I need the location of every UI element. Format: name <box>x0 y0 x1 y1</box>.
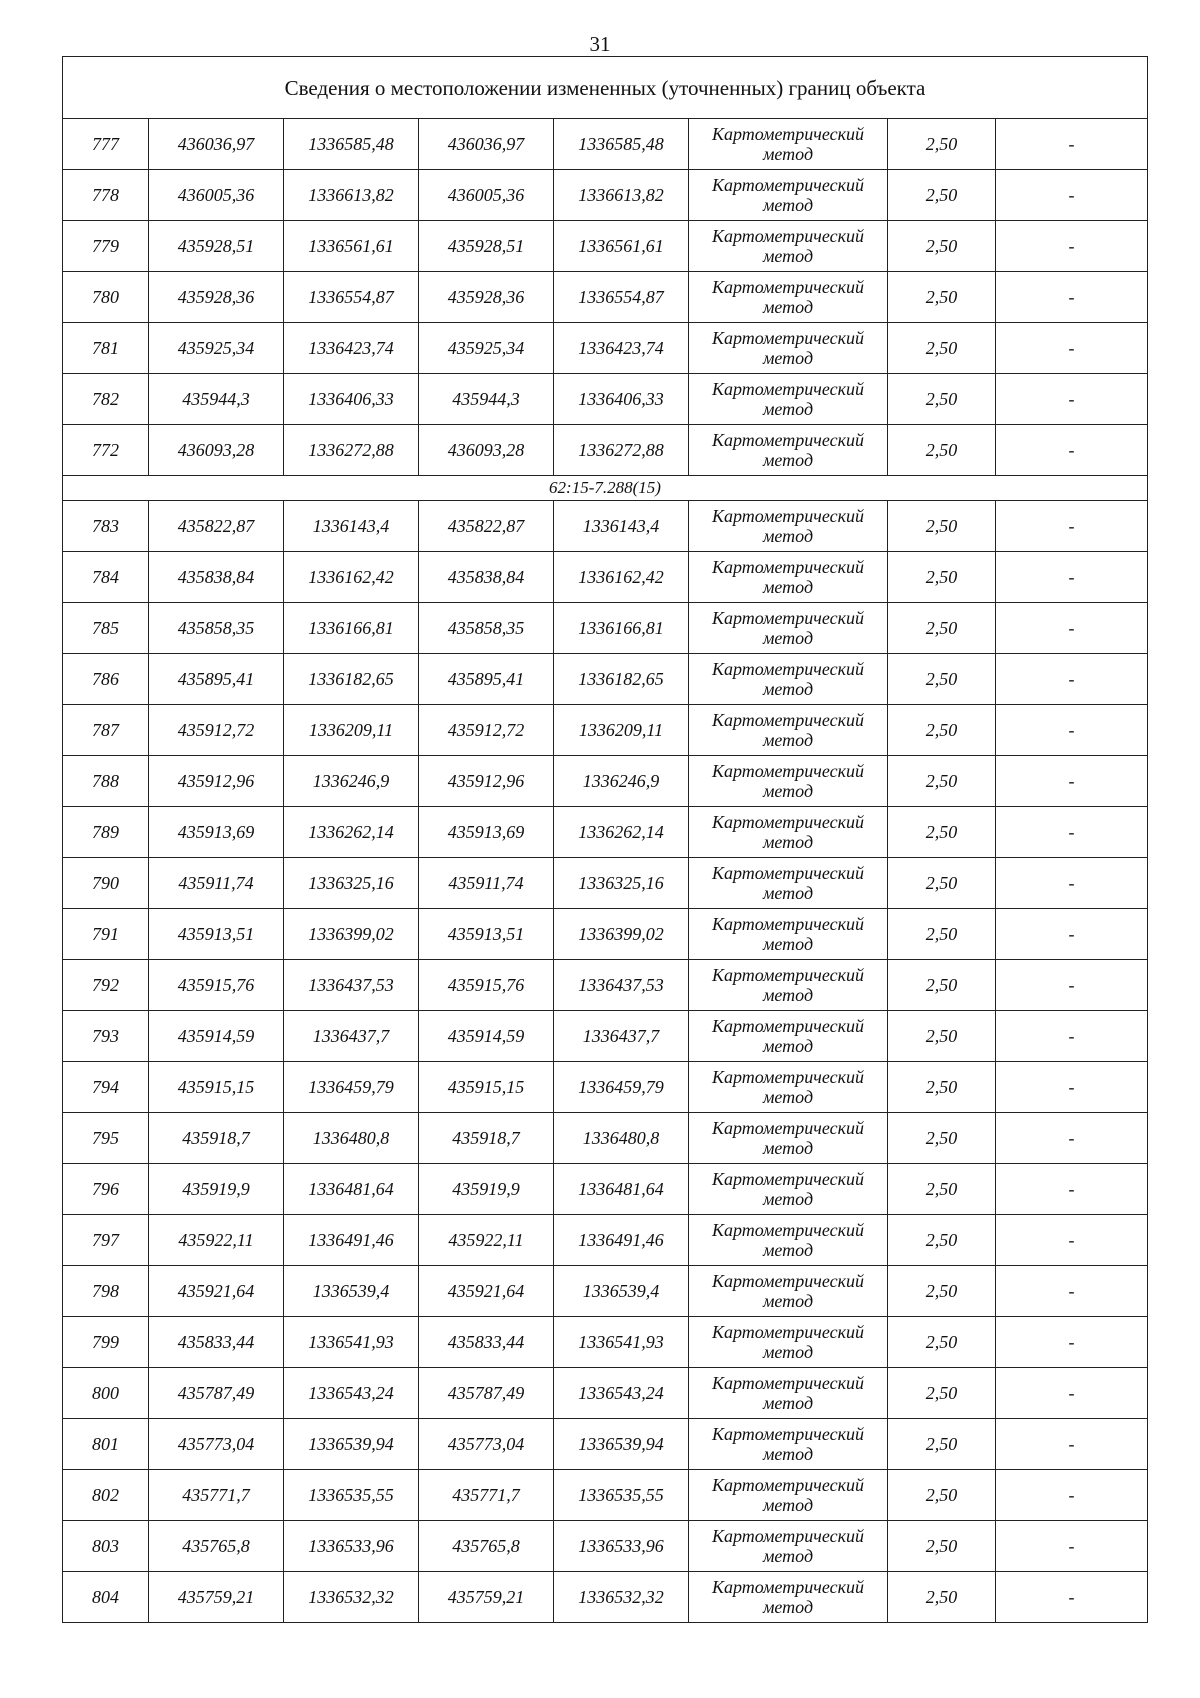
cell-point-number: 797 <box>63 1215 149 1266</box>
cell-description: - <box>996 1521 1148 1572</box>
cell-description: - <box>996 1368 1148 1419</box>
cell-point-number: 781 <box>63 323 149 374</box>
cell-accuracy: 2,50 <box>888 909 996 960</box>
cell-y-new: 1336437,7 <box>554 1011 689 1062</box>
cell-point-number: 789 <box>63 807 149 858</box>
cell-y-old: 1336399,02 <box>284 909 419 960</box>
cell-method: Картометрический метод <box>689 705 888 756</box>
cell-x-old: 435921,64 <box>149 1266 284 1317</box>
cell-method: Картометрический метод <box>689 1317 888 1368</box>
table-row <box>63 272 1148 323</box>
cell-y-old: 1336459,79 <box>284 1062 419 1113</box>
cell-y-new: 1336166,81 <box>554 603 689 654</box>
table-row <box>63 1368 1148 1419</box>
cell-point-number: 788 <box>63 756 149 807</box>
cell-accuracy: 2,50 <box>888 756 996 807</box>
cell-y-old: 1336166,81 <box>284 603 419 654</box>
cell-x-old: 435912,96 <box>149 756 284 807</box>
cell-y-new: 1336543,24 <box>554 1368 689 1419</box>
cell-x-new: 435858,35 <box>419 603 554 654</box>
cell-accuracy: 2,50 <box>888 654 996 705</box>
cell-method: Картометрический метод <box>689 1266 888 1317</box>
cell-description: - <box>996 1419 1148 1470</box>
cell-x-new: 436005,36 <box>419 170 554 221</box>
cell-accuracy: 2,50 <box>888 119 996 170</box>
cell-accuracy: 2,50 <box>888 374 996 425</box>
cell-x-old: 436005,36 <box>149 170 284 221</box>
cell-y-new: 1336481,64 <box>554 1164 689 1215</box>
cell-method: Картометрический метод <box>689 501 888 552</box>
cell-x-old: 435928,36 <box>149 272 284 323</box>
table-row <box>63 756 1148 807</box>
cell-description: - <box>996 272 1148 323</box>
cell-description: - <box>996 221 1148 272</box>
cell-y-old: 1336437,7 <box>284 1011 419 1062</box>
cell-method: Картометрический метод <box>689 552 888 603</box>
cell-y-old: 1336143,4 <box>284 501 419 552</box>
cell-method: Картометрический метод <box>689 1113 888 1164</box>
cell-y-new: 1336539,4 <box>554 1266 689 1317</box>
cell-y-old: 1336543,24 <box>284 1368 419 1419</box>
cell-method: Картометрический метод <box>689 654 888 705</box>
cell-point-number: 793 <box>63 1011 149 1062</box>
cell-y-new: 1336143,4 <box>554 501 689 552</box>
cell-x-old: 435925,34 <box>149 323 284 374</box>
table-row <box>63 1011 1148 1062</box>
cell-x-new: 435895,41 <box>419 654 554 705</box>
cell-y-old: 1336481,64 <box>284 1164 419 1215</box>
cell-x-new: 435911,74 <box>419 858 554 909</box>
cell-y-old: 1336561,61 <box>284 221 419 272</box>
cell-x-old: 435928,51 <box>149 221 284 272</box>
cell-point-number: 780 <box>63 272 149 323</box>
cell-accuracy: 2,50 <box>888 1011 996 1062</box>
cell-y-old: 1336423,74 <box>284 323 419 374</box>
cell-description: - <box>996 1215 1148 1266</box>
cell-accuracy: 2,50 <box>888 858 996 909</box>
cell-y-old: 1336437,53 <box>284 960 419 1011</box>
table-row <box>63 323 1148 374</box>
cell-x-new: 435919,9 <box>419 1164 554 1215</box>
cell-y-new: 1336535,55 <box>554 1470 689 1521</box>
cell-y-new: 1336325,16 <box>554 858 689 909</box>
page-number: 31 <box>589 32 611 56</box>
cell-x-new: 436093,28 <box>419 425 554 476</box>
cell-y-new: 1336437,53 <box>554 960 689 1011</box>
cell-description: - <box>996 1470 1148 1521</box>
cell-y-new: 1336162,42 <box>554 552 689 603</box>
cell-x-new: 435944,3 <box>419 374 554 425</box>
cell-point-number: 785 <box>63 603 149 654</box>
cell-x-new: 435913,51 <box>419 909 554 960</box>
table-row <box>63 119 1148 170</box>
table-row <box>63 501 1148 552</box>
cell-accuracy: 2,50 <box>888 221 996 272</box>
cell-point-number: 787 <box>63 705 149 756</box>
table-row <box>63 1470 1148 1521</box>
cell-accuracy: 2,50 <box>888 323 996 374</box>
cell-x-old: 435913,69 <box>149 807 284 858</box>
cell-y-new: 1336272,88 <box>554 425 689 476</box>
cell-y-old: 1336541,93 <box>284 1317 419 1368</box>
cell-x-old: 435913,51 <box>149 909 284 960</box>
cell-y-old: 1336533,96 <box>284 1521 419 1572</box>
cell-y-old: 1336613,82 <box>284 170 419 221</box>
cell-accuracy: 2,50 <box>888 1266 996 1317</box>
cell-method: Картометрический метод <box>689 1521 888 1572</box>
table-row <box>63 858 1148 909</box>
cell-method: Картометрический метод <box>689 909 888 960</box>
cell-point-number: 799 <box>63 1317 149 1368</box>
cell-y-old: 1336162,42 <box>284 552 419 603</box>
cell-description: - <box>996 603 1148 654</box>
cell-point-number: 790 <box>63 858 149 909</box>
cell-accuracy: 2,50 <box>888 1572 996 1623</box>
cell-y-new: 1336399,02 <box>554 909 689 960</box>
cell-accuracy: 2,50 <box>888 1419 996 1470</box>
cell-point-number: 804 <box>63 1572 149 1623</box>
cell-accuracy: 2,50 <box>888 705 996 756</box>
cell-x-old: 435833,44 <box>149 1317 284 1368</box>
cell-x-old: 435895,41 <box>149 654 284 705</box>
cell-x-old: 436093,28 <box>149 425 284 476</box>
cell-method: Картометрический метод <box>689 272 888 323</box>
cell-y-new: 1336585,48 <box>554 119 689 170</box>
cell-description: - <box>996 807 1148 858</box>
cell-y-new: 1336406,33 <box>554 374 689 425</box>
cell-point-number: 786 <box>63 654 149 705</box>
cell-description: - <box>996 1113 1148 1164</box>
cell-y-new: 1336532,32 <box>554 1572 689 1623</box>
cell-x-old: 435918,7 <box>149 1113 284 1164</box>
cell-y-old: 1336535,55 <box>284 1470 419 1521</box>
cell-y-new: 1336541,93 <box>554 1317 689 1368</box>
cell-x-new: 435773,04 <box>419 1419 554 1470</box>
table-row <box>63 603 1148 654</box>
cell-description: - <box>996 1164 1148 1215</box>
table-header-row <box>63 57 1148 119</box>
cell-x-new: 435915,15 <box>419 1062 554 1113</box>
cell-point-number: 779 <box>63 221 149 272</box>
cell-point-number: 791 <box>63 909 149 960</box>
cell-description: - <box>996 323 1148 374</box>
cell-method: Картометрический метод <box>689 425 888 476</box>
cell-method: Картометрический метод <box>689 1062 888 1113</box>
cell-x-new: 435914,59 <box>419 1011 554 1062</box>
cell-accuracy: 2,50 <box>888 1521 996 1572</box>
cell-description: - <box>996 552 1148 603</box>
cell-x-old: 435771,7 <box>149 1470 284 1521</box>
cell-method: Картометрический метод <box>689 960 888 1011</box>
table-row <box>63 1419 1148 1470</box>
cell-description: - <box>996 119 1148 170</box>
cell-description: - <box>996 1011 1148 1062</box>
table-row <box>63 909 1148 960</box>
cell-x-old: 435922,11 <box>149 1215 284 1266</box>
table-row <box>63 1521 1148 1572</box>
cell-x-old: 435914,59 <box>149 1011 284 1062</box>
section-label: 62:15-7.288(15) <box>63 476 1148 501</box>
cell-method: Картометрический метод <box>689 170 888 221</box>
cell-y-new: 1336262,14 <box>554 807 689 858</box>
cell-point-number: 772 <box>63 425 149 476</box>
cell-x-new: 435771,7 <box>419 1470 554 1521</box>
cell-point-number: 803 <box>63 1521 149 1572</box>
cell-method: Картометрический метод <box>689 1011 888 1062</box>
cell-x-new: 435915,76 <box>419 960 554 1011</box>
cell-accuracy: 2,50 <box>888 1470 996 1521</box>
cell-point-number: 782 <box>63 374 149 425</box>
cell-y-old: 1336532,32 <box>284 1572 419 1623</box>
cell-y-old: 1336262,14 <box>284 807 419 858</box>
cell-method: Картометрический метод <box>689 1164 888 1215</box>
table-row <box>63 170 1148 221</box>
cell-point-number: 798 <box>63 1266 149 1317</box>
cell-accuracy: 2,50 <box>888 807 996 858</box>
cell-accuracy: 2,50 <box>888 1317 996 1368</box>
cell-description: - <box>996 1572 1148 1623</box>
cell-x-old: 435911,74 <box>149 858 284 909</box>
cell-method: Картометрический метод <box>689 603 888 654</box>
cell-point-number: 794 <box>63 1062 149 1113</box>
cell-method: Картометрический метод <box>689 119 888 170</box>
cell-accuracy: 2,50 <box>888 170 996 221</box>
cell-description: - <box>996 909 1148 960</box>
cell-description: - <box>996 705 1148 756</box>
cell-method: Картометрический метод <box>689 221 888 272</box>
table-row <box>63 1572 1148 1623</box>
cell-accuracy: 2,50 <box>888 1215 996 1266</box>
cell-x-old: 435787,49 <box>149 1368 284 1419</box>
cell-x-new: 435913,69 <box>419 807 554 858</box>
cell-method: Картометрический метод <box>689 807 888 858</box>
cell-y-old: 1336491,46 <box>284 1215 419 1266</box>
table-row <box>63 1113 1148 1164</box>
cell-x-new: 435765,8 <box>419 1521 554 1572</box>
cell-accuracy: 2,50 <box>888 425 996 476</box>
cell-method: Картометрический метод <box>689 323 888 374</box>
cell-y-new: 1336613,82 <box>554 170 689 221</box>
cell-point-number: 778 <box>63 170 149 221</box>
table-row <box>63 1266 1148 1317</box>
table-row <box>63 960 1148 1011</box>
cell-y-old: 1336182,65 <box>284 654 419 705</box>
cell-y-new: 1336491,46 <box>554 1215 689 1266</box>
cell-description: - <box>996 654 1148 705</box>
cell-method: Картометрический метод <box>689 1368 888 1419</box>
cell-x-old: 435759,21 <box>149 1572 284 1623</box>
table-row <box>63 374 1148 425</box>
cell-x-old: 435915,15 <box>149 1062 284 1113</box>
cell-x-new: 435922,11 <box>419 1215 554 1266</box>
cell-point-number: 783 <box>63 501 149 552</box>
cell-x-old: 435858,35 <box>149 603 284 654</box>
table-row <box>63 1317 1148 1368</box>
cell-y-old: 1336272,88 <box>284 425 419 476</box>
cell-point-number: 802 <box>63 1470 149 1521</box>
cell-x-old: 435919,9 <box>149 1164 284 1215</box>
table-row <box>63 425 1148 476</box>
cell-y-old: 1336554,87 <box>284 272 419 323</box>
cell-accuracy: 2,50 <box>888 960 996 1011</box>
cell-y-new: 1336246,9 <box>554 756 689 807</box>
cell-x-old: 435838,84 <box>149 552 284 603</box>
table-row <box>63 1062 1148 1113</box>
cell-y-old: 1336209,11 <box>284 705 419 756</box>
table-row <box>63 807 1148 858</box>
table-row <box>63 705 1148 756</box>
cell-x-old: 435822,87 <box>149 501 284 552</box>
cell-description: - <box>996 858 1148 909</box>
cell-x-new: 435918,7 <box>419 1113 554 1164</box>
cell-description: - <box>996 756 1148 807</box>
cell-accuracy: 2,50 <box>888 501 996 552</box>
cell-description: - <box>996 960 1148 1011</box>
cell-x-old: 435915,76 <box>149 960 284 1011</box>
coordinates-table <box>62 56 1148 1623</box>
cell-point-number: 777 <box>63 119 149 170</box>
cell-description: - <box>996 501 1148 552</box>
cell-accuracy: 2,50 <box>888 1062 996 1113</box>
cell-y-old: 1336585,48 <box>284 119 419 170</box>
cell-x-old: 435912,72 <box>149 705 284 756</box>
table-row <box>63 1215 1148 1266</box>
cell-method: Картометрический метод <box>689 858 888 909</box>
cell-point-number: 792 <box>63 960 149 1011</box>
cell-point-number: 800 <box>63 1368 149 1419</box>
cell-method: Картометрический метод <box>689 1215 888 1266</box>
cell-y-new: 1336533,96 <box>554 1521 689 1572</box>
cell-x-new: 435838,84 <box>419 552 554 603</box>
cell-y-old: 1336325,16 <box>284 858 419 909</box>
cell-y-new: 1336561,61 <box>554 221 689 272</box>
cell-x-new: 435912,96 <box>419 756 554 807</box>
cell-accuracy: 2,50 <box>888 603 996 654</box>
cell-accuracy: 2,50 <box>888 552 996 603</box>
cell-point-number: 796 <box>63 1164 149 1215</box>
cell-y-new: 1336209,11 <box>554 705 689 756</box>
table-body <box>63 57 1148 1623</box>
cell-description: - <box>996 1062 1148 1113</box>
cell-description: - <box>996 1266 1148 1317</box>
cell-description: - <box>996 1317 1148 1368</box>
cell-accuracy: 2,50 <box>888 1368 996 1419</box>
cell-x-old: 436036,97 <box>149 119 284 170</box>
cell-point-number: 801 <box>63 1419 149 1470</box>
cell-description: - <box>996 170 1148 221</box>
cell-x-new: 435759,21 <box>419 1572 554 1623</box>
cell-y-new: 1336182,65 <box>554 654 689 705</box>
cell-x-old: 435765,8 <box>149 1521 284 1572</box>
cell-y-new: 1336423,74 <box>554 323 689 374</box>
cell-y-new: 1336480,8 <box>554 1113 689 1164</box>
cell-accuracy: 2,50 <box>888 1113 996 1164</box>
cell-y-old: 1336246,9 <box>284 756 419 807</box>
cell-method: Картометрический метод <box>689 1419 888 1470</box>
cell-point-number: 784 <box>63 552 149 603</box>
cell-description: - <box>996 425 1148 476</box>
cell-method: Картометрический метод <box>689 756 888 807</box>
cell-x-new: 435921,64 <box>419 1266 554 1317</box>
cell-y-old: 1336480,8 <box>284 1113 419 1164</box>
cell-accuracy: 2,50 <box>888 272 996 323</box>
table-row <box>63 552 1148 603</box>
cell-method: Картометрический метод <box>689 374 888 425</box>
cell-x-new: 435928,36 <box>419 272 554 323</box>
cell-x-old: 435944,3 <box>149 374 284 425</box>
cell-x-new: 435822,87 <box>419 501 554 552</box>
section-row <box>63 476 1148 501</box>
cell-x-new: 435787,49 <box>419 1368 554 1419</box>
cell-method: Картометрический метод <box>689 1470 888 1521</box>
table-title: Сведения о местоположении измененных (уточненных) границ объекта <box>63 57 1148 119</box>
cell-y-old: 1336539,94 <box>284 1419 419 1470</box>
cell-point-number: 795 <box>63 1113 149 1164</box>
cell-accuracy: 2,50 <box>888 1164 996 1215</box>
table-row <box>63 221 1148 272</box>
table-row <box>63 1164 1148 1215</box>
cell-y-new: 1336539,94 <box>554 1419 689 1470</box>
cell-description: - <box>996 374 1148 425</box>
cell-y-old: 1336539,4 <box>284 1266 419 1317</box>
cell-x-new: 435833,44 <box>419 1317 554 1368</box>
cell-x-new: 436036,97 <box>419 119 554 170</box>
cell-x-new: 435928,51 <box>419 221 554 272</box>
cell-y-new: 1336459,79 <box>554 1062 689 1113</box>
cell-method: Картометрический метод <box>689 1572 888 1623</box>
table-row <box>63 654 1148 705</box>
cell-y-new: 1336554,87 <box>554 272 689 323</box>
cell-x-old: 435773,04 <box>149 1419 284 1470</box>
cell-x-new: 435925,34 <box>419 323 554 374</box>
cell-x-new: 435912,72 <box>419 705 554 756</box>
cell-y-old: 1336406,33 <box>284 374 419 425</box>
